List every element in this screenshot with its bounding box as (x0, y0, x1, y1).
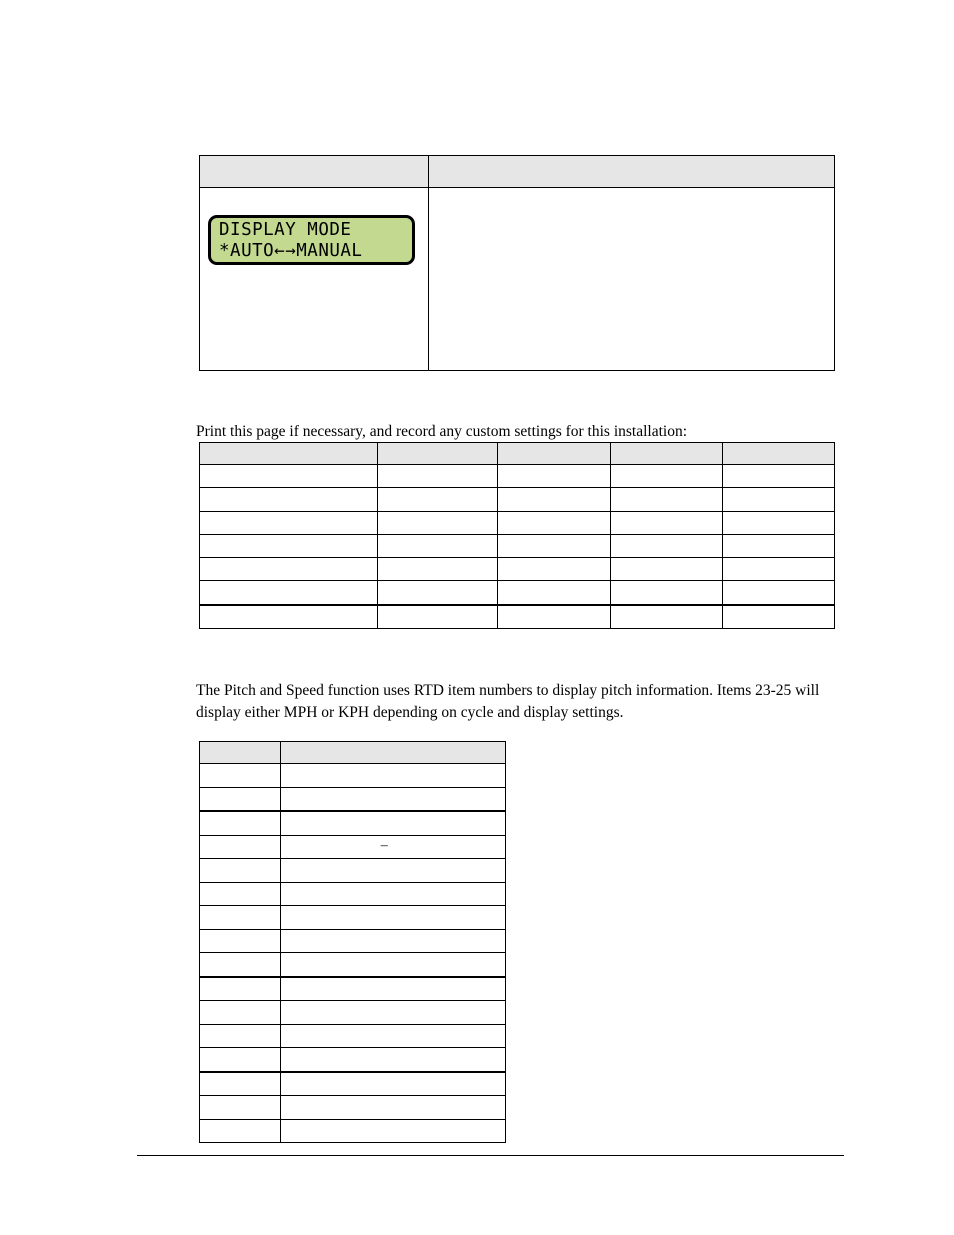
table-row (200, 465, 835, 488)
dash-mark: – (380, 837, 388, 853)
table-row (200, 764, 506, 788)
rtd-intro-text: The Pitch and Speed function uses RTD item numbers to display pitch information. Items 23-25 will display either MPH or KPH depending on cycle and display settings. (196, 682, 820, 721)
table-row (200, 835, 506, 859)
footer-divider (137, 1155, 844, 1156)
table-row (200, 511, 835, 534)
table-row (200, 534, 835, 557)
header-cell (429, 156, 835, 188)
table-row (200, 605, 835, 629)
table-row (200, 882, 506, 906)
description-cell (429, 188, 835, 371)
table-row (200, 1048, 506, 1072)
table-row (200, 811, 506, 835)
table-row (200, 859, 506, 883)
custom-settings-table (199, 442, 835, 629)
lcd-display (208, 215, 415, 265)
lcd-line-2: *AUTO←→MANUAL (219, 241, 363, 261)
header-cell (200, 156, 429, 188)
table-row (200, 953, 506, 977)
table-row (200, 488, 835, 511)
table-row (200, 906, 506, 930)
table-row (200, 581, 835, 605)
lcd-line-1: DISPLAY MODE (219, 220, 352, 240)
table-row (200, 787, 506, 811)
table-header-row (200, 742, 506, 764)
display-mode-table-row (200, 188, 835, 371)
table-row (200, 558, 835, 581)
lcd-cell (200, 188, 429, 371)
rtd-item-table (199, 741, 506, 1143)
table-row (200, 1001, 506, 1025)
table-row (200, 929, 506, 953)
table-header-row (200, 443, 835, 465)
display-mode-table-header (200, 156, 835, 188)
table-row (200, 1024, 506, 1048)
table-row (200, 977, 506, 1001)
table-row (200, 1096, 506, 1120)
settings-intro-text: Print this page if necessary, and record any custom settings for this installation: (196, 423, 688, 440)
display-mode-table (199, 155, 835, 371)
table-row (200, 1072, 506, 1096)
table-row (200, 1119, 506, 1143)
